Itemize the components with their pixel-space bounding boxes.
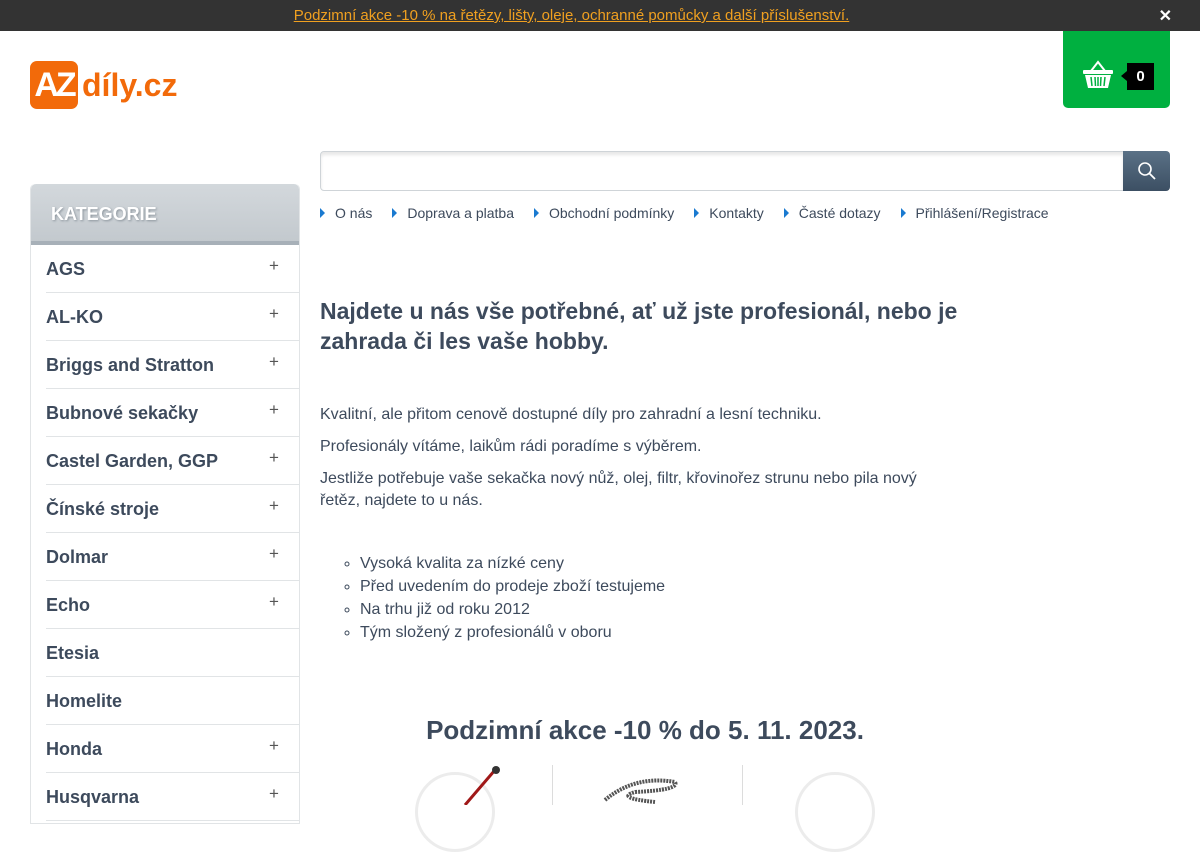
category-label: Husqvarna — [46, 787, 140, 807]
nav-prihlaseni-registrace[interactable] — [901, 205, 1049, 221]
nav-kontakty[interactable] — [694, 205, 763, 221]
benefit-item: ◦ Na trhu již od roku 2012 — [360, 598, 960, 621]
arrow-right-icon — [784, 208, 789, 218]
expand-icon[interactable]: + — [269, 304, 279, 323]
nav-label: Přihlášení/Registrace — [915, 205, 1049, 221]
intro-paragraph: Kvalitní, ale přitom cenově dostupné díly pro zahradní a lesní techniku. — [320, 406, 822, 423]
category-item[interactable] — [46, 629, 299, 677]
nav-caste-dotazy[interactable] — [784, 205, 881, 221]
search-icon — [1137, 161, 1157, 181]
benefits-list — [320, 552, 960, 644]
nav-label: O nás — [335, 205, 373, 221]
divider — [742, 765, 743, 805]
intro-paragraph: Profesionály vítáme, laikům rádi poradíme s výběrem. — [320, 438, 702, 455]
expand-icon[interactable]: + — [269, 736, 279, 755]
category-label: Etesia — [46, 643, 100, 663]
category-label: Castel Garden, GGP — [46, 451, 219, 471]
site-logo[interactable] — [30, 61, 177, 109]
category-item[interactable] — [46, 437, 299, 485]
category-item[interactable] — [46, 533, 299, 581]
expand-icon[interactable]: + — [269, 400, 279, 419]
expand-icon[interactable]: + — [269, 448, 279, 467]
category-label: Dolmar — [46, 547, 109, 567]
arrow-right-icon — [534, 208, 539, 218]
category-label: Echo — [46, 595, 91, 615]
nav-obchodni-podminky[interactable] — [534, 205, 674, 221]
category-item[interactable] — [46, 773, 299, 821]
arrow-right-icon — [392, 208, 397, 218]
promo-products — [380, 765, 940, 805]
category-item[interactable] — [46, 245, 299, 293]
nav-label: Časté dotazy — [798, 205, 881, 221]
benefit-item: ◦ Vysoká kvalita za nízké ceny — [360, 552, 960, 575]
category-label: Bubnové sekačky — [46, 403, 199, 423]
announcement-bar — [0, 0, 1200, 31]
category-label: AGS — [46, 259, 86, 279]
cart-count-badge: 0 — [1127, 63, 1154, 90]
divider — [552, 765, 553, 805]
nav-label: Doprava a platba — [407, 205, 514, 221]
category-sidebar — [30, 184, 300, 824]
product-placeholder-image[interactable] — [795, 772, 875, 852]
category-item[interactable] — [46, 341, 299, 389]
sidebar-title: KATEGORIE — [51, 204, 157, 224]
category-label: Briggs and Stratton — [46, 355, 215, 375]
expand-icon[interactable]: + — [269, 352, 279, 371]
promo-title: Podzimní akce -10 % do 5. 11. 2023. — [426, 715, 864, 745]
cart-button[interactable] — [1063, 31, 1170, 108]
logo-az: AZ — [30, 61, 78, 109]
category-item[interactable] — [46, 293, 299, 341]
expand-icon[interactable]: + — [269, 592, 279, 611]
benefit-item: ◦ Před uvedením do prodeje zboží testujeme — [360, 575, 960, 598]
arrow-right-icon — [320, 208, 325, 218]
basket-icon — [1082, 59, 1114, 89]
nav-o-nas[interactable] — [320, 205, 372, 221]
category-item[interactable] — [46, 389, 299, 437]
category-label: AL-KO — [46, 307, 103, 327]
search-input[interactable] — [320, 151, 1124, 191]
expand-icon[interactable]: + — [269, 544, 279, 563]
arrow-right-icon — [901, 208, 906, 218]
category-item[interactable] — [46, 677, 299, 725]
category-item[interactable] — [46, 725, 299, 773]
category-item[interactable] — [46, 485, 299, 533]
logo-text: díly.cz — [82, 66, 178, 103]
intro-paragraph: Jestliže potřebuje vaše sekačka nový nůž, olej, filtr, křovinořez strunu nebo pila nový řetěz, najdete to u nás. — [320, 470, 917, 509]
nav-label: Obchodní podmínky — [549, 205, 675, 221]
expand-icon[interactable]: + — [269, 496, 279, 515]
close-icon[interactable]: ✕ — [1158, 8, 1172, 25]
expand-icon[interactable]: + — [269, 256, 279, 275]
sidebar-header — [31, 184, 299, 245]
main-content — [320, 296, 960, 644]
benefit-item: ◦ Tým složený z profesionálů v oboru — [360, 621, 960, 644]
category-label: Čínské stroje — [46, 499, 160, 519]
search-bar — [320, 151, 1170, 191]
arrow-right-icon — [694, 208, 699, 218]
product-bar-image[interactable] — [440, 765, 510, 805]
top-navigation — [320, 205, 1069, 221]
nav-label: Kontakty — [709, 205, 764, 221]
category-label: Honda — [46, 739, 102, 759]
announcement-link[interactable]: Podzimní akce -10 % na řetězy, lišty, oleje, ochranné pomůcky a další příslušenství. — [293, 7, 850, 24]
search-button[interactable] — [1123, 151, 1170, 191]
category-item[interactable] — [46, 581, 299, 629]
nav-doprava-a-platba[interactable] — [392, 205, 514, 221]
category-label: Homelite — [46, 691, 123, 711]
page-heading: Najdete u nás vše potřebné, ať už jste profesionál, nebo je zahrada či les vaše hobby. — [320, 298, 958, 354]
expand-icon[interactable]: + — [269, 784, 279, 803]
